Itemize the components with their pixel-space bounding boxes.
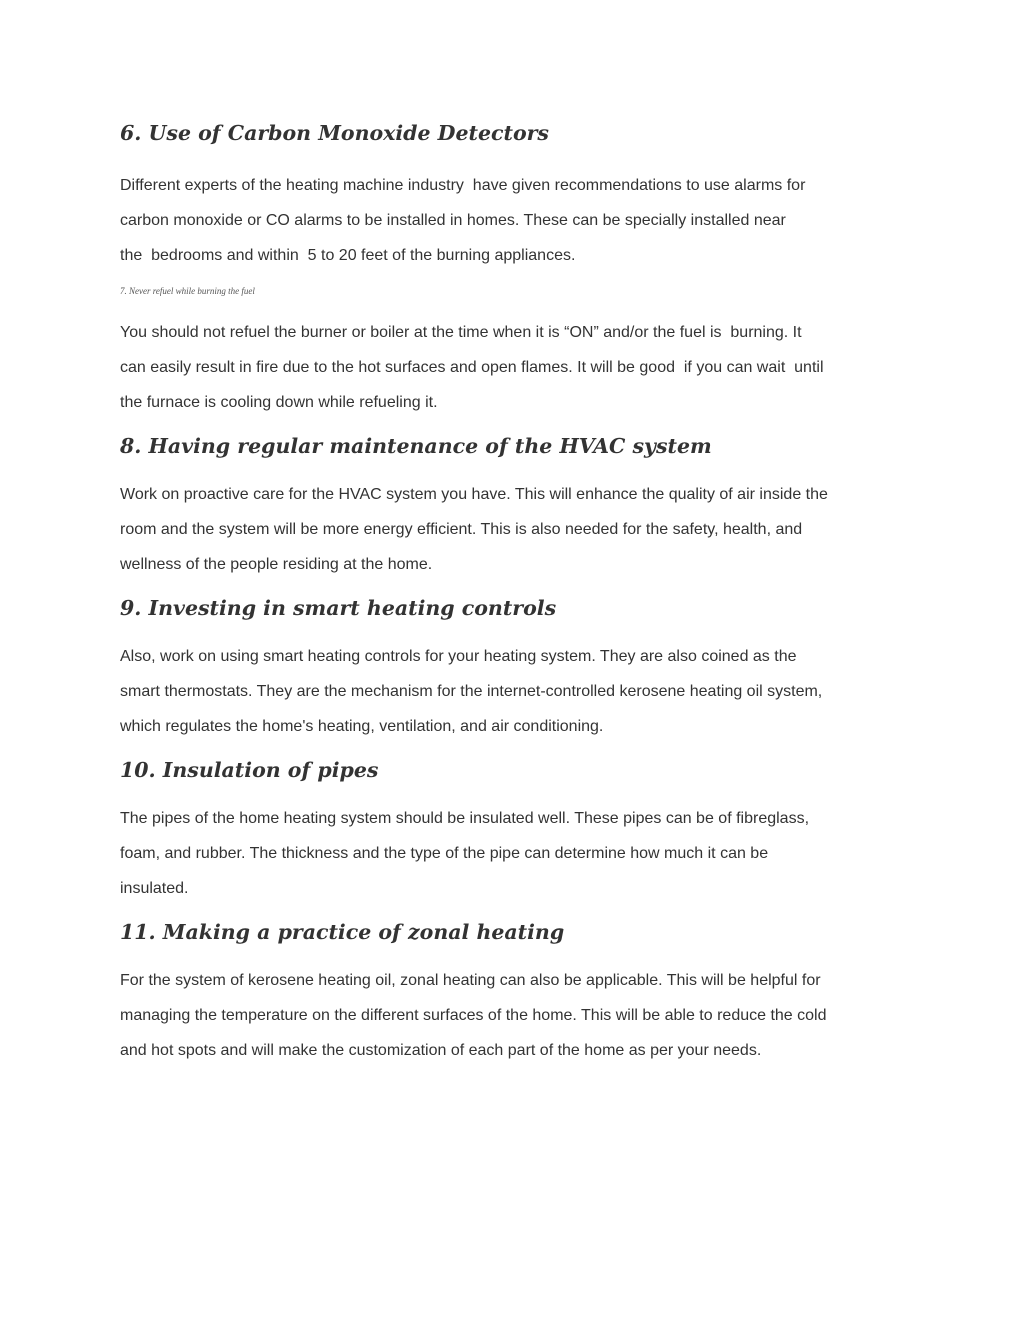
- section-paragraph-zonal-heating: [120, 963, 910, 1068]
- paragraph-line: Also, work on using smart heating controls for your heating system. They are also coined as the: [120, 648, 797, 665]
- paragraph-line: can easily result in fire due to the hot surfaces and open flames. It will be good if you can wait until: [120, 359, 824, 376]
- paragraph-line: insulated.: [120, 880, 189, 897]
- paragraph-line: The pipes of the home heating system should be insulated well. These pipes can be of fibreglass,: [120, 810, 810, 827]
- section-note-never-refuel: 7. Never refuel while burning the fuel: [120, 286, 255, 296]
- paragraph-line: Different experts of the heating machine industry have given recommendations to use alarms for: [120, 177, 806, 194]
- section-paragraph-smart-controls: [120, 639, 910, 744]
- section-heading-zonal-heating: 11. Making a practice of zonal heating: [120, 920, 565, 944]
- paragraph-line: and hot spots and will make the customization of each part of the home as per your needs.: [120, 1042, 762, 1059]
- document-content: [120, 108, 910, 1068]
- section-heading-pipe-insulation: 10. Insulation of pipes: [120, 758, 379, 782]
- section-paragraph-co-detectors: [120, 168, 910, 273]
- paragraph-line: carbon monoxide or CO alarms to be installed in homes. These can be specially installed near: [120, 212, 786, 229]
- section-heading-hvac-maintenance: 8. Having regular maintenance of the HVAC system: [120, 434, 712, 458]
- section-heading-smart-controls: 9. Investing in smart heating controls: [120, 596, 557, 620]
- paragraph-line: For the system of kerosene heating oil, zonal heating can also be applicable. This will be helpful for: [120, 972, 821, 989]
- paragraph-line: room and the system will be more energy efficient. This is also needed for the safety, health, and: [120, 521, 803, 538]
- paragraph-line: foam, and rubber. The thickness and the type of the pipe can determine how much it can be: [120, 845, 769, 862]
- paragraph-line: Work on proactive care for the HVAC system you have. This will enhance the quality of air inside the: [120, 486, 828, 503]
- paragraph-line: wellness of the people residing at the home.: [120, 556, 433, 573]
- paragraph-line: managing the temperature on the different surfaces of the home. This will be able to reduce the cold: [120, 1007, 827, 1024]
- paragraph-line: the furnace is cooling down while refueling it.: [120, 394, 438, 411]
- section-heading-co-detectors: 6. Use of Carbon Monoxide Detectors: [120, 121, 549, 145]
- paragraph-line: smart thermostats. They are the mechanism for the internet-controlled kerosene heating oil system,: [120, 683, 823, 700]
- section-paragraph-never-refuel: [120, 315, 910, 420]
- section-paragraph-hvac-maintenance: [120, 477, 910, 582]
- section-paragraph-pipe-insulation: [120, 801, 910, 906]
- paragraph-line: the bedrooms and within 5 to 20 feet of the burning appliances.: [120, 247, 576, 264]
- paragraph-line: which regulates the home's heating, ventilation, and air conditioning.: [120, 718, 604, 735]
- paragraph-line: You should not refuel the burner or boiler at the time when it is “ON” and/or the fuel is burning. It: [120, 324, 802, 341]
